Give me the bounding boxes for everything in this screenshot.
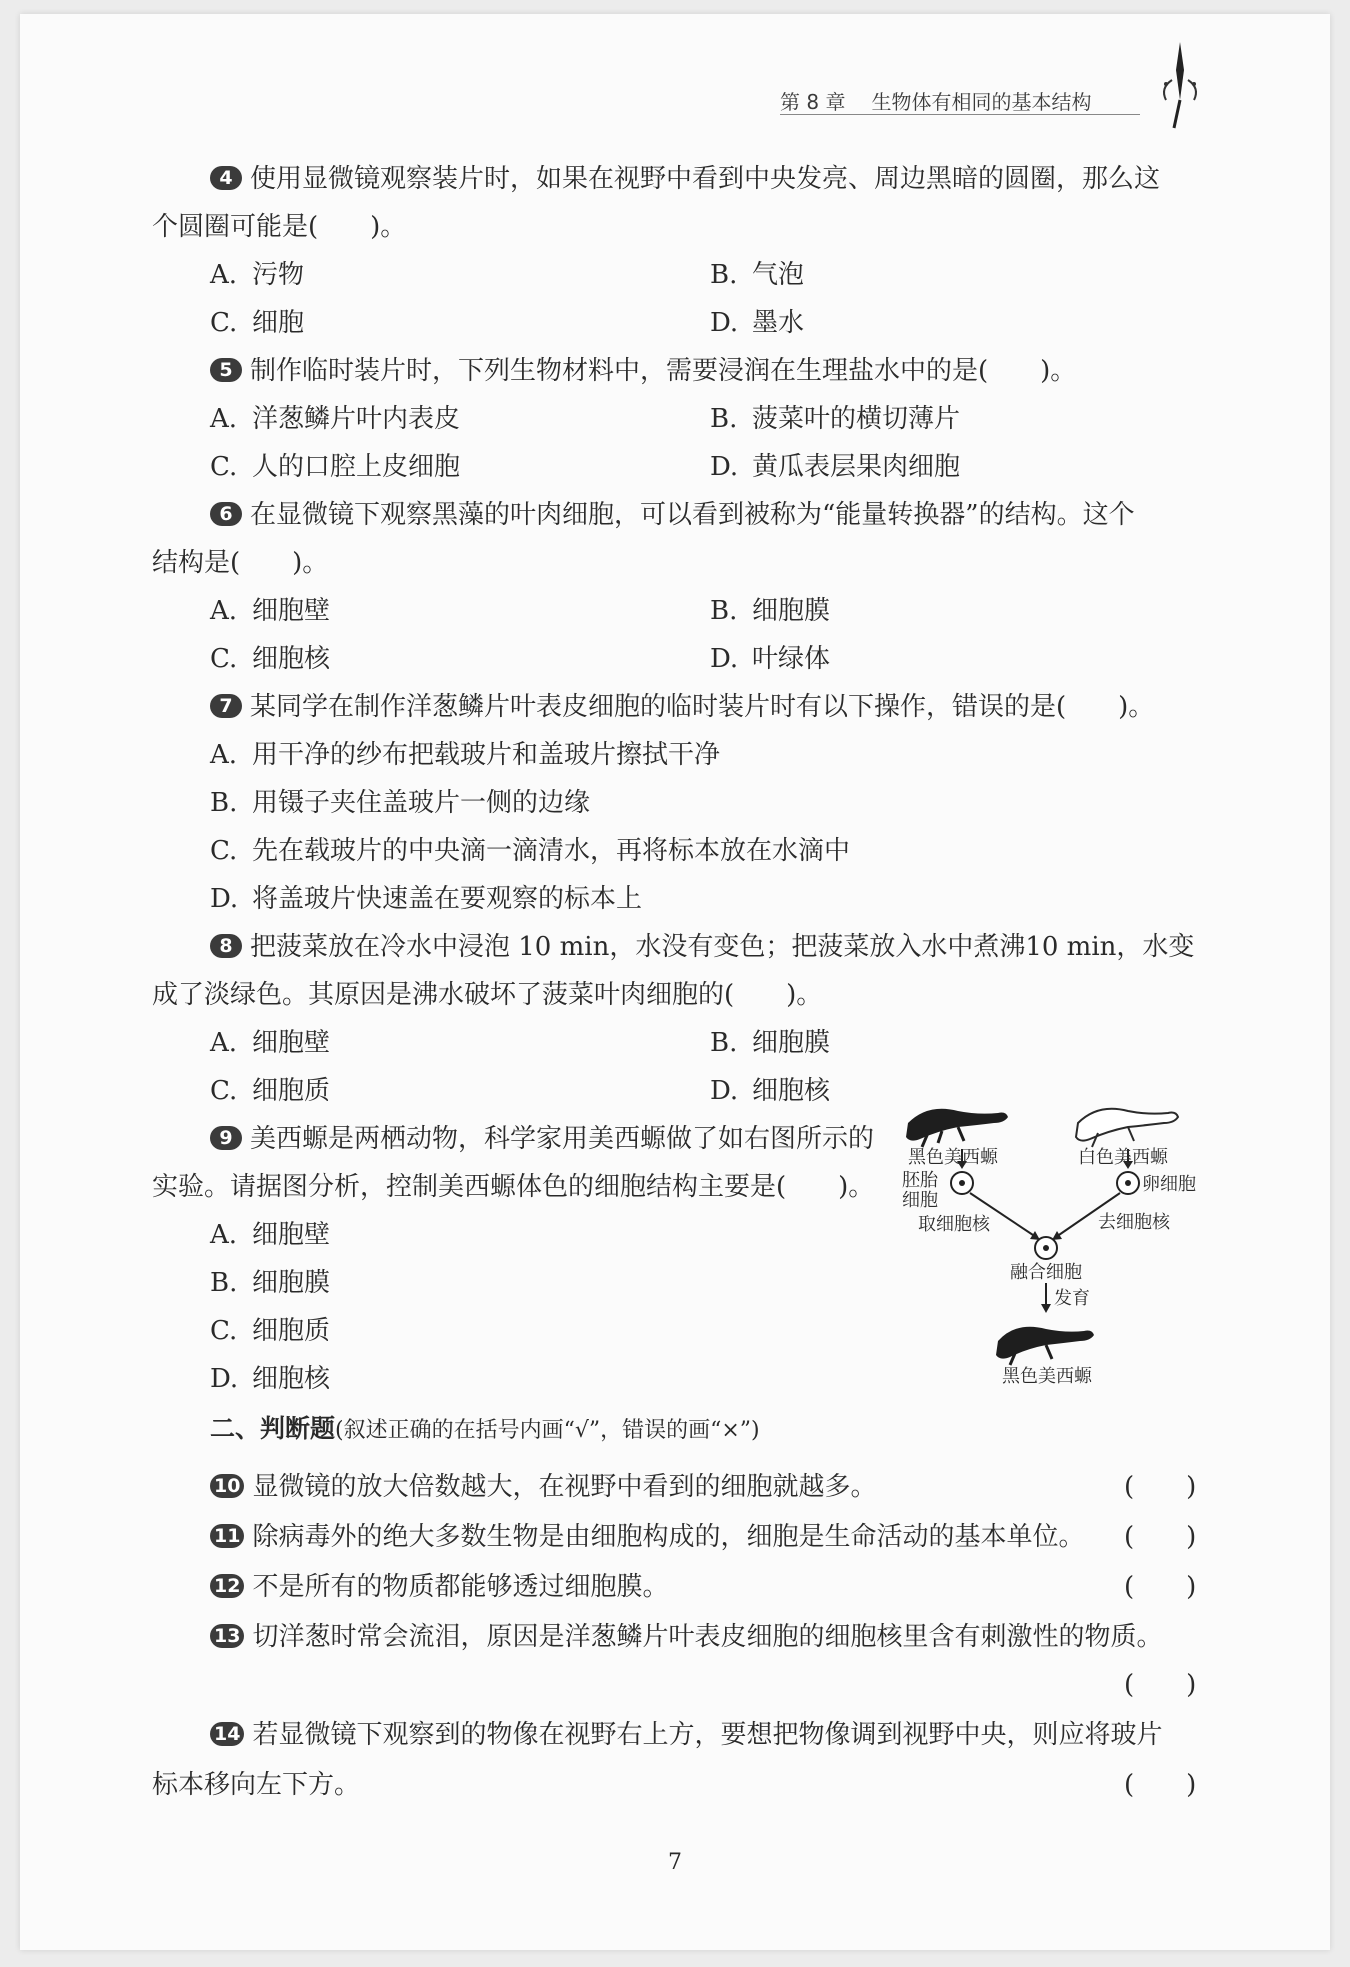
question-5-stem <box>210 354 1076 388</box>
section-title: 二、判断题 <box>210 1414 336 1443</box>
option-d: D. 细胞核 <box>210 1364 331 1394</box>
white-axolotl-icon <box>1076 1109 1178 1147</box>
option-d: D. 黄瓜表层果肉细胞 <box>710 452 961 482</box>
white-axolotl-label: 白色美西螈 <box>1078 1147 1168 1168</box>
question-text: 在显微镜下观察黑藻的叶肉细胞，可以看到被称为“能量转换器”的结构。这个 <box>250 500 1135 530</box>
chapter-header <box>780 86 1091 115</box>
option-a: A. 洋葱鳞片叶内表皮 <box>210 404 461 434</box>
question-6-continued: 结构是( )。 <box>152 548 329 578</box>
judge-question-12 <box>210 1570 668 1604</box>
option-c: C. 细胞质 <box>210 1076 331 1106</box>
option-d: D. 叶绿体 <box>710 644 831 674</box>
question-number-badge: 7 <box>210 694 242 718</box>
fused-cell-icon <box>1035 1237 1057 1259</box>
fused-cell-label: 融合细胞 <box>1010 1262 1082 1283</box>
option-b: B. 气泡 <box>710 260 805 290</box>
answer-blank[interactable]: ( ) <box>1124 1522 1197 1552</box>
answer-blank[interactable]: ( ) <box>1124 1670 1197 1700</box>
question-9-continued: 实验。请据图分析，控制美西螈体色的细胞结构主要是( )。 <box>152 1172 875 1202</box>
question-text: 美西螈是两栖动物，科学家用美西螈做了如右图所示的 <box>250 1124 875 1154</box>
question-text: 某同学在制作洋葱鳞片叶表皮细胞的临时装片时有以下操作，错误的是( )。 <box>250 692 1155 722</box>
option-c: C. 细胞核 <box>210 644 331 674</box>
embryo-label: 胚胎 <box>902 1170 938 1191</box>
judge-question-14-continued: 标本移向左下方。 <box>152 1770 361 1800</box>
question-number-badge: 13 <box>210 1624 244 1648</box>
egg-cell-icon <box>1117 1172 1139 1194</box>
judge-question-10 <box>210 1470 876 1504</box>
question-4-continued: 个圆圈可能是( )。 <box>152 212 407 242</box>
black-axolotl-icon <box>906 1109 1008 1147</box>
question-7-stem <box>210 690 1154 724</box>
axolotl-nuclear-transfer-diagram <box>898 1093 1208 1393</box>
question-8-continued: 成了淡绿色。其原因是沸水破坏了菠菜叶肉细胞的( )。 <box>152 980 823 1010</box>
black-axolotl-label: 黑色美西螈 <box>908 1147 998 1168</box>
result-black-axolotl-icon <box>996 1327 1094 1365</box>
question-text: 不是所有的物质都能够透过细胞膜。 <box>252 1572 669 1602</box>
question-number-badge: 12 <box>210 1574 244 1598</box>
answer-blank[interactable]: ( ) <box>1124 1770 1197 1800</box>
question-number-badge: 5 <box>210 358 242 382</box>
option-b: B. 细胞膜 <box>210 1268 331 1298</box>
question-number-badge: 14 <box>210 1722 244 1746</box>
option-c: C. 先在载玻片的中央滴一滴清水，再将标本放在水滴中 <box>210 836 851 866</box>
take-nucleus-label: 取细胞核 <box>918 1214 990 1235</box>
option-b: B. 细胞膜 <box>710 596 831 626</box>
option-c: C. 细胞 <box>210 308 305 338</box>
question-number-badge: 8 <box>210 934 242 958</box>
result-axolotl-label: 黑色美西螈 <box>1002 1366 1092 1387</box>
option-a: A. 细胞壁 <box>210 1220 331 1250</box>
option-c: C. 人的口腔上皮细胞 <box>210 452 461 482</box>
question-4-stem <box>210 162 1160 196</box>
section-instructions: (叙述正确的在括号内画“√”，错误的画“×”) <box>335 1418 760 1443</box>
chapter-number: 第 8 章 <box>780 90 846 114</box>
question-text: 把菠菜放在冷水中浸泡 10 min，水没有变色；把菠菜放入水中煮沸10 min，水变 <box>250 932 1195 962</box>
option-a: A. 污物 <box>210 260 305 290</box>
option-c: C. 细胞质 <box>210 1316 331 1346</box>
question-text: 若显微镜下观察到的物像在视野右上方，要想把物像调到视野中央，则应将玻片 <box>252 1720 1163 1750</box>
question-number-badge: 4 <box>210 166 242 190</box>
page-number: 7 <box>668 1850 682 1875</box>
embryo-cell-icon <box>951 1172 973 1194</box>
question-number-badge: 6 <box>210 502 242 526</box>
option-b: B. 菠菜叶的横切薄片 <box>710 404 961 434</box>
judge-question-13 <box>210 1620 1162 1654</box>
question-text: 除病毒外的绝大多数生物是由细胞构成的，细胞是生命活动的基本单位。 <box>252 1522 1085 1552</box>
quill-decoration-icon <box>1150 40 1210 130</box>
section-heading <box>210 1412 760 1448</box>
egg-cell-label: 卵细胞 <box>1142 1174 1196 1195</box>
option-d: D. 细胞核 <box>710 1076 831 1106</box>
answer-blank[interactable]: ( ) <box>1124 1572 1197 1602</box>
option-b: B. 细胞膜 <box>710 1028 831 1058</box>
option-a: A. 细胞壁 <box>210 1028 331 1058</box>
chapter-title: 生物体有相同的基本结构 <box>871 90 1092 114</box>
option-d: D. 墨水 <box>710 308 805 338</box>
option-a: A. 用干净的纱布把载玻片和盖玻片擦拭干净 <box>210 740 721 770</box>
question-text: 显微镜的放大倍数越大，在视野中看到的细胞就越多。 <box>252 1472 877 1502</box>
option-b: B. 用镊子夹住盖玻片一侧的边缘 <box>210 788 591 818</box>
question-8-stem <box>210 930 1194 964</box>
remove-nucleus-label: 去细胞核 <box>1098 1212 1170 1233</box>
question-number-badge: 10 <box>210 1474 244 1498</box>
embryo-cell-label: 细胞 <box>902 1190 938 1211</box>
question-text: 切洋葱时常会流泪，原因是洋葱鳞片叶表皮细胞的细胞核里含有刺激性的物质。 <box>252 1622 1163 1652</box>
option-a: A. 细胞壁 <box>210 596 331 626</box>
question-6-stem <box>210 498 1135 532</box>
question-number-badge: 11 <box>210 1524 244 1548</box>
answer-blank[interactable]: ( ) <box>1124 1472 1197 1502</box>
question-number-badge: 9 <box>210 1126 242 1150</box>
question-9-stem <box>210 1122 874 1156</box>
question-text: 制作临时装片时，下列生物材料中，需要浸润在生理盐水中的是( )。 <box>250 356 1077 386</box>
judge-question-14 <box>210 1718 1162 1752</box>
header-divider <box>780 114 1140 115</box>
judge-question-11 <box>210 1520 1084 1554</box>
develop-label: 发育 <box>1054 1288 1090 1309</box>
option-d: D. 将盖玻片快速盖在要观察的标本上 <box>210 884 643 914</box>
question-text: 使用显微镜观察装片时，如果在视野中看到中央发亮、周边黑暗的圆圈，那么这 <box>250 164 1161 194</box>
